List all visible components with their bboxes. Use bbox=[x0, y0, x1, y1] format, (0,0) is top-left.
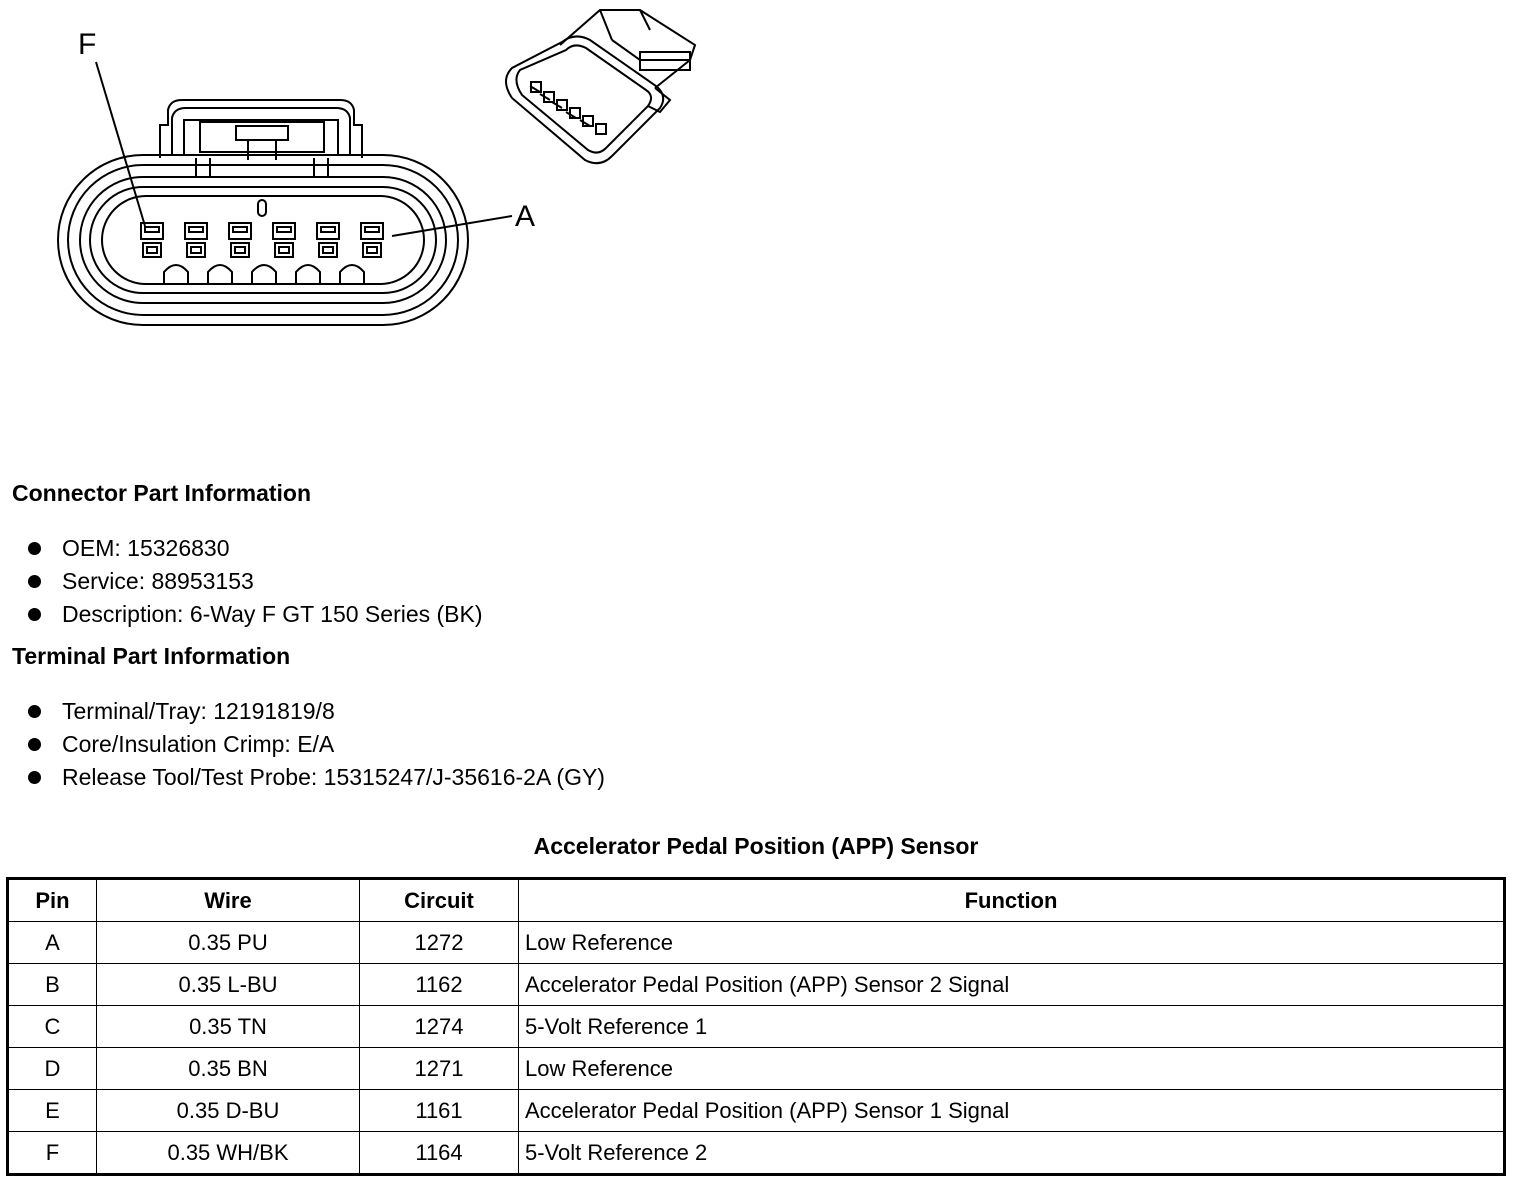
bullet-icon bbox=[28, 542, 41, 555]
list-item: Release Tool/Test Probe: 15315247/J-35616-2A (GY) bbox=[28, 761, 605, 794]
cell-circuit: 1161 bbox=[360, 1090, 519, 1132]
cell-function: 5-Volt Reference 2 bbox=[519, 1132, 1505, 1175]
cell-pin: C bbox=[8, 1006, 97, 1048]
cell-circuit: 1271 bbox=[360, 1048, 519, 1090]
pinout-table bbox=[6, 877, 1506, 1176]
cell-pin: E bbox=[8, 1090, 97, 1132]
cell-pin: D bbox=[8, 1048, 97, 1090]
header-pin: Pin bbox=[8, 879, 97, 922]
list-item: Service: 88953153 bbox=[28, 565, 483, 598]
table-row bbox=[8, 1048, 1505, 1090]
connector-diagram bbox=[0, 0, 760, 360]
connector-part-title: Connector Part Information bbox=[12, 480, 312, 506]
cell-function: Accelerator Pedal Position (APP) Sensor 1 Signal bbox=[519, 1090, 1505, 1132]
table-row bbox=[8, 1132, 1505, 1175]
table-row bbox=[8, 964, 1505, 1006]
table-row bbox=[8, 922, 1505, 964]
header-wire: Wire bbox=[97, 879, 360, 922]
table-header-row bbox=[8, 879, 1505, 922]
cell-pin: B bbox=[8, 964, 97, 1006]
cell-pin: F bbox=[8, 1132, 97, 1175]
cell-wire: 0.35 BN bbox=[97, 1048, 360, 1090]
terminal-part-title: Terminal Part Information bbox=[12, 643, 291, 669]
connector-3d-icon bbox=[506, 10, 695, 163]
table-row bbox=[8, 1090, 1505, 1132]
cell-wire: 0.35 PU bbox=[97, 922, 360, 964]
bullet-icon bbox=[28, 705, 41, 718]
cell-circuit: 1272 bbox=[360, 922, 519, 964]
bullet-icon bbox=[28, 608, 41, 621]
connector-part-list bbox=[28, 532, 483, 631]
cell-pin: A bbox=[8, 922, 97, 964]
bullet-icon bbox=[28, 738, 41, 751]
cell-function: Accelerator Pedal Position (APP) Sensor 2 Signal bbox=[519, 964, 1505, 1006]
table-title: Accelerator Pedal Position (APP) Sensor bbox=[533, 833, 979, 859]
bullet-icon bbox=[28, 575, 41, 588]
list-item: OEM: 15326830 bbox=[28, 532, 483, 565]
table-row bbox=[8, 1006, 1505, 1048]
cell-wire: 0.35 TN bbox=[97, 1006, 360, 1048]
pin-label-a: A bbox=[515, 200, 536, 233]
list-item: Description: 6-Way F GT 150 Series (BK) bbox=[28, 598, 483, 631]
cell-circuit: 1274 bbox=[360, 1006, 519, 1048]
pin-label-f: F bbox=[78, 28, 97, 61]
list-item: Terminal/Tray: 12191819/8 bbox=[28, 695, 605, 728]
list-item: Core/Insulation Crimp: E/A bbox=[28, 728, 605, 761]
cell-function: 5-Volt Reference 1 bbox=[519, 1006, 1505, 1048]
bullet-icon bbox=[28, 771, 41, 784]
cell-circuit: 1164 bbox=[360, 1132, 519, 1175]
cell-wire: 0.35 D-BU bbox=[97, 1090, 360, 1132]
cell-wire: 0.35 WH/BK bbox=[97, 1132, 360, 1175]
terminal-part-list bbox=[28, 695, 605, 794]
cell-circuit: 1162 bbox=[360, 964, 519, 1006]
cell-function: Low Reference bbox=[519, 1048, 1505, 1090]
header-function: Function bbox=[519, 879, 1505, 922]
cell-wire: 0.35 L-BU bbox=[97, 964, 360, 1006]
header-circuit: Circuit bbox=[360, 879, 519, 922]
cell-function: Low Reference bbox=[519, 922, 1505, 964]
